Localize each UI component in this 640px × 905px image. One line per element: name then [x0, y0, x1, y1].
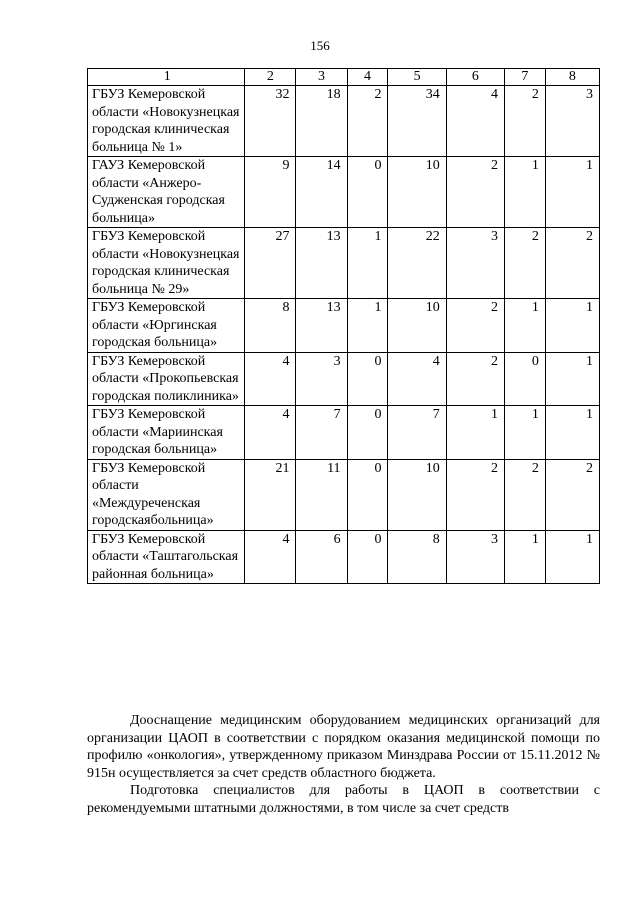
value-cell: 3 — [545, 86, 599, 157]
value-cell: 2 — [347, 86, 388, 157]
value-cell: 1 — [545, 157, 599, 228]
value-cell: 1 — [504, 406, 545, 460]
value-cell: 4 — [388, 352, 446, 406]
header-cell: 4 — [347, 69, 388, 86]
header-cell: 6 — [446, 69, 504, 86]
hospital-name-cell: ГБУЗ Кемеровской области «Новокузнецкая городская клиническая больница № 1» — [88, 86, 245, 157]
value-cell: 3 — [446, 228, 504, 299]
table-row — [88, 459, 600, 530]
header-cell: 5 — [388, 69, 446, 86]
hospital-name-cell: ГБУЗ Кемеровской области «Междуреченская городскаябольница» — [88, 459, 245, 530]
value-cell: 2 — [446, 157, 504, 228]
header-cell: 2 — [245, 69, 296, 86]
value-cell: 2 — [545, 459, 599, 530]
value-cell: 2 — [504, 86, 545, 157]
value-cell: 2 — [446, 352, 504, 406]
value-cell: 0 — [347, 406, 388, 460]
value-cell: 1 — [504, 299, 545, 353]
value-cell: 2 — [446, 459, 504, 530]
value-cell: 34 — [388, 86, 446, 157]
value-cell: 0 — [347, 157, 388, 228]
paragraph: Дооснащение медицинским оборудованием медицинских организаций для организации ЦАОП в соответствии с порядком оказания медицинской помощи по профилю «онкология», утвержденному приказом Минздрава России от 15.11.2012 № 915н осуществляется за счет средств областного бюджета. — [87, 713, 600, 781]
header-cell: 3 — [296, 69, 347, 86]
value-cell: 4 — [245, 530, 296, 584]
header-cell: 8 — [545, 69, 599, 86]
hospitals-table — [87, 68, 600, 584]
table-row — [88, 228, 600, 299]
table-row — [88, 530, 600, 584]
table-row — [88, 299, 600, 353]
value-cell: 27 — [245, 228, 296, 299]
value-cell: 4 — [245, 406, 296, 460]
value-cell: 1 — [504, 530, 545, 584]
value-cell: 18 — [296, 86, 347, 157]
value-cell: 9 — [245, 157, 296, 228]
value-cell: 8 — [245, 299, 296, 353]
value-cell: 13 — [296, 228, 347, 299]
value-cell: 10 — [388, 459, 446, 530]
value-cell: 1 — [545, 406, 599, 460]
value-cell: 1 — [545, 299, 599, 353]
hospital-name-cell: ГБУЗ Кемеровской области «Прокопьевская городская поликлиника» — [88, 352, 245, 406]
paragraph: Подготовка специалистов для работы в ЦАОП в соответствии с рекомендуемыми штатными должностями, в том числе за счет средств — [87, 783, 600, 816]
page-number: 156 — [310, 38, 330, 53]
value-cell: 3 — [446, 530, 504, 584]
table-header-row — [88, 69, 600, 86]
value-cell: 1 — [347, 299, 388, 353]
table-row — [88, 157, 600, 228]
hospital-name-cell: ГБУЗ Кемеровской области «Мариинская городская больница» — [88, 406, 245, 460]
hospital-name-cell: ГБУЗ Кемеровской области «Новокузнецкая городская клиническая больница № 29» — [88, 228, 245, 299]
value-cell: 1 — [545, 530, 599, 584]
value-cell: 32 — [245, 86, 296, 157]
header-cell: 1 — [88, 69, 245, 86]
value-cell: 7 — [388, 406, 446, 460]
value-cell: 1 — [347, 228, 388, 299]
value-cell: 2 — [504, 228, 545, 299]
value-cell: 3 — [296, 352, 347, 406]
value-cell: 0 — [347, 459, 388, 530]
value-cell: 11 — [296, 459, 347, 530]
value-cell: 0 — [347, 530, 388, 584]
value-cell: 1 — [446, 406, 504, 460]
header-cell: 7 — [504, 69, 545, 86]
table-row — [88, 86, 600, 157]
value-cell: 7 — [296, 406, 347, 460]
hospital-name-cell: ГБУЗ Кемеровской области «Таштагольская районная больница» — [88, 530, 245, 584]
value-cell: 10 — [388, 157, 446, 228]
value-cell: 4 — [245, 352, 296, 406]
value-cell: 2 — [545, 228, 599, 299]
value-cell: 4 — [446, 86, 504, 157]
value-cell: 21 — [245, 459, 296, 530]
table-row — [88, 406, 600, 460]
hospital-name-cell: ГБУЗ Кемеровской области «Юргинская городская больница» — [88, 299, 245, 353]
value-cell: 0 — [504, 352, 545, 406]
value-cell: 0 — [347, 352, 388, 406]
value-cell: 10 — [388, 299, 446, 353]
body-text — [87, 712, 600, 817]
value-cell: 1 — [504, 157, 545, 228]
value-cell: 2 — [504, 459, 545, 530]
value-cell: 1 — [545, 352, 599, 406]
value-cell: 6 — [296, 530, 347, 584]
value-cell: 14 — [296, 157, 347, 228]
hospital-name-cell: ГАУЗ Кемеровской области «Анжеро-Судженская городская больница» — [88, 157, 245, 228]
value-cell: 22 — [388, 228, 446, 299]
table-row — [88, 352, 600, 406]
value-cell: 13 — [296, 299, 347, 353]
value-cell: 2 — [446, 299, 504, 353]
value-cell: 8 — [388, 530, 446, 584]
